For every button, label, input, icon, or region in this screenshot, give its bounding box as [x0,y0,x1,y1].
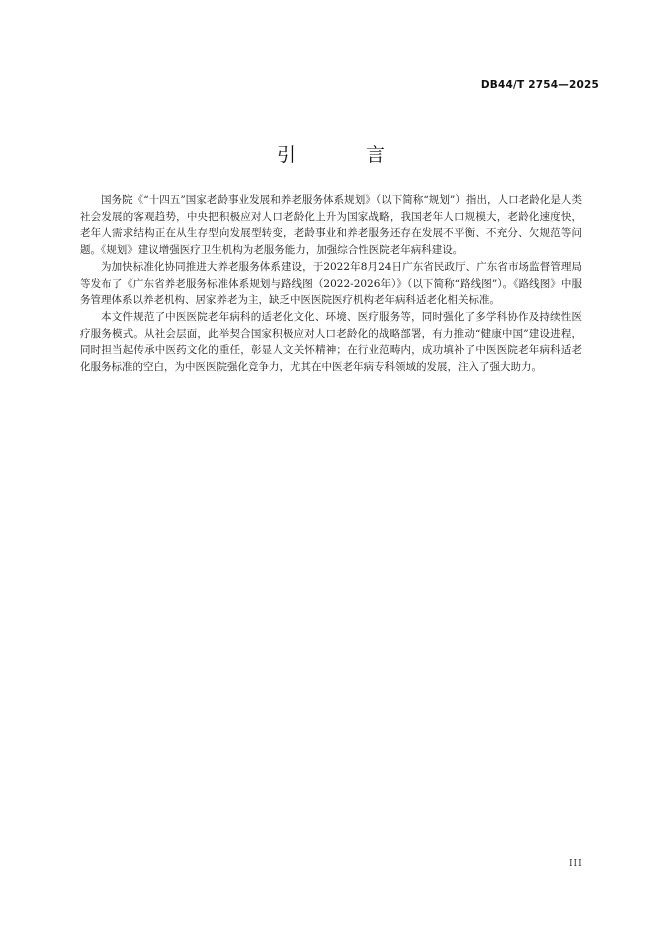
document-code: DB44/T 2754—2025 [480,79,599,91]
paragraph-1: 国务院《“十四五”国家老龄事业发展和养老服务体系规划》（以下简称“规划”）指出，人口老龄化是人类社会发展的客观趋势，中央把积极应对人口老龄化上升为国家战略，我国老年人口规模大，老龄化速度快，老年人需求结构正在从生存型向发展型转变，老龄事业和养老服务还存在发展不平衡、不充分、欠规范等问题。《规划》建议增强医疗卫生机构为老服务能力，加强综合性医院老年病科建设。 [80,194,582,257]
introduction-body [80,192,582,376]
page-number: III [569,859,583,869]
paragraph-2: 为加快标准化协同推进大养老服务体系建设，于2022年8月24日广东省民政厅、广东省市场监督管理局等发布了《广东省养老服务标准体系规划与路线图（2022-2026年）》（以下简称“路线图”）。《路线图》中服务管理体系以养老机构、居家养老为主，缺乏中医医院医疗机构老年病科适老化相关标准。 [80,260,582,307]
section-title: 引 言 [276,144,418,166]
paragraph-3: 本文件规范了中医医院老年病科的适老化文化、环境、医疗服务等，同时强化了多学科协作及持续性医疗服务模式。从社会层面，此举契合国家积极应对人口老龄化的战略部署，有力推动“健康中国”建设进程，同时担当起传承中医药文化的重任，彰显人文关怀精神；在行业范畴内，成功填补了中医医院老年病科适老化服务标准的空白，为中医医院强化竞争力，尤其在中医老年病专科领域的发展，注入了强大助力。 [80,310,582,374]
